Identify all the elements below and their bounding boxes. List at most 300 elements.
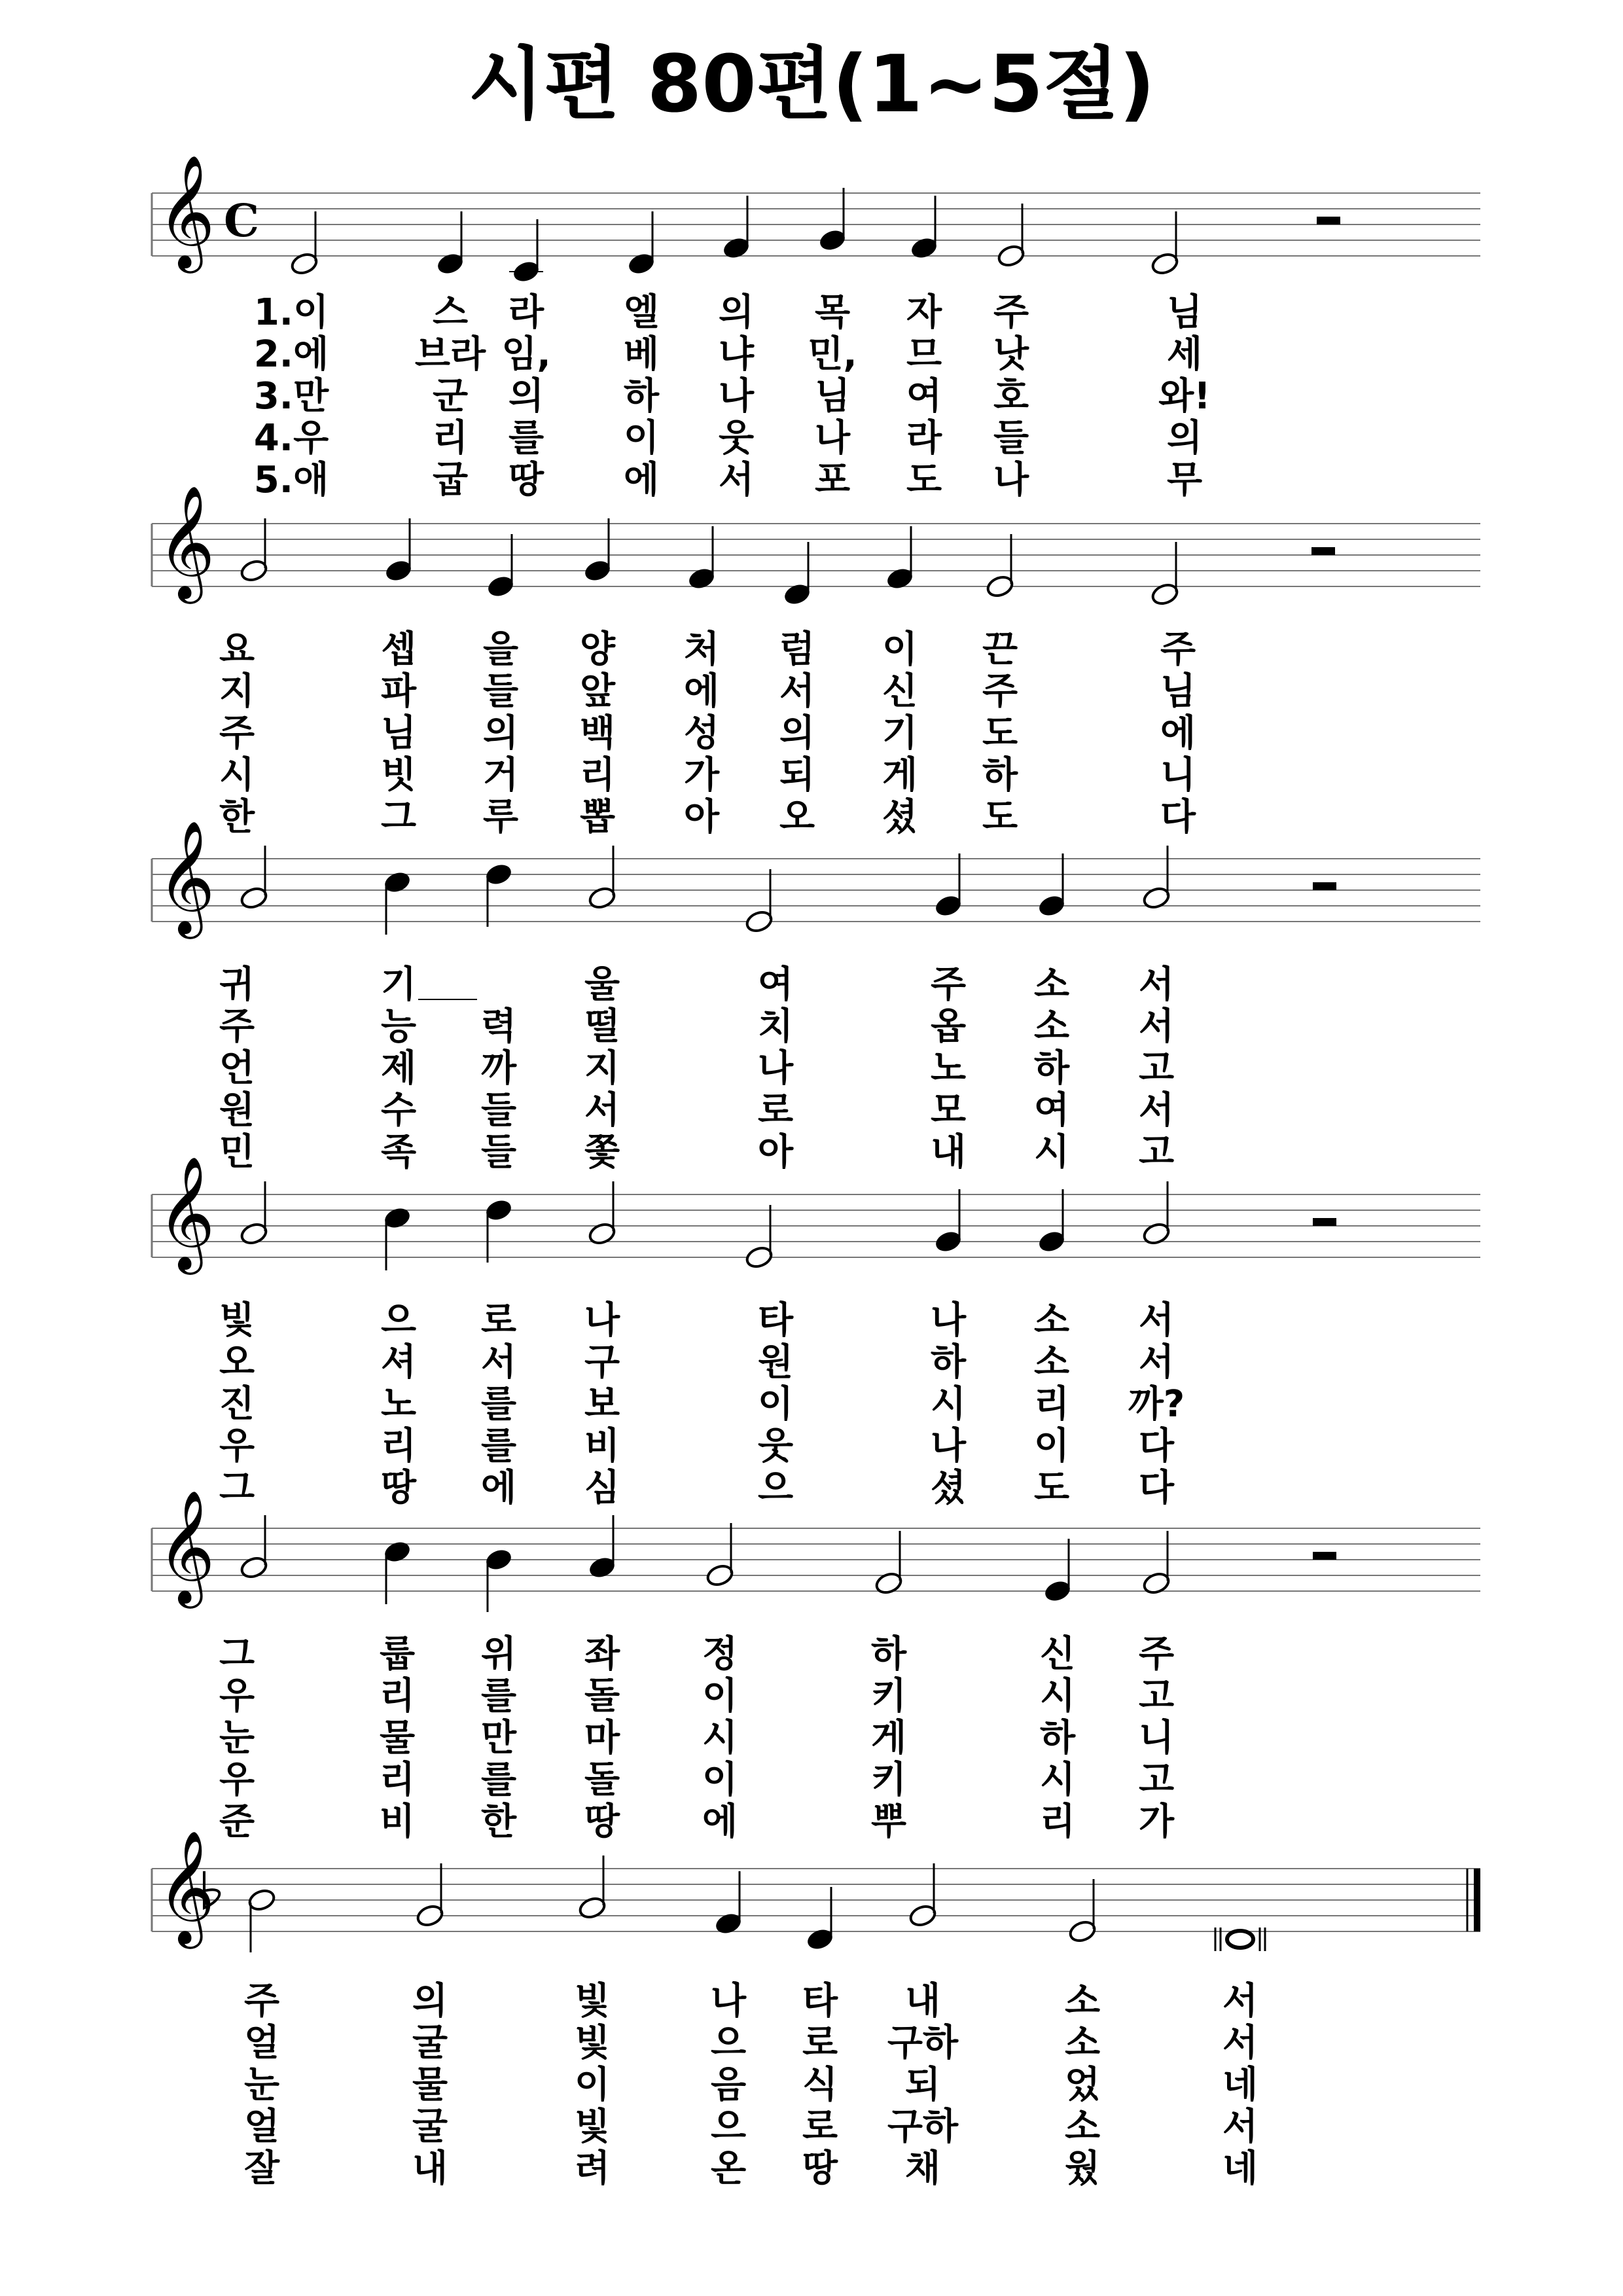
half-rest — [1313, 1218, 1336, 1226]
lyric-syllable: 소 — [1033, 1341, 1070, 1384]
lyric-syllable: 굴 — [412, 2106, 448, 2148]
lyric-syllable: 굴 — [412, 2022, 448, 2064]
lyric-syllable: 이 — [1033, 1425, 1070, 1467]
lyric-syllable: 여 — [1033, 1089, 1070, 1132]
note — [874, 1531, 904, 1596]
lyric-syllable: 민, — [808, 333, 857, 376]
note — [583, 518, 613, 583]
lyric-syllable: 처 — [683, 628, 720, 671]
lyric-syllable: 을 — [482, 628, 519, 671]
lyric-syllable: 빛 — [574, 2106, 611, 2148]
lyric-syllable: 게 — [882, 754, 918, 797]
lyric-syllable: 리 — [1033, 1383, 1070, 1426]
lyric-syllable: 니 — [1160, 754, 1196, 797]
lyric-syllable: 서 — [1222, 2106, 1258, 2148]
lyric-syllable: 좌 — [584, 1633, 620, 1676]
lyric-syllable: 를 — [480, 1759, 517, 1801]
lyric-syllable: 가 — [1138, 1801, 1175, 1843]
lyric-syllable: 구하 — [887, 2106, 959, 2148]
lyric-syllable: 낫 — [993, 333, 1029, 376]
lyric-syllable: 서 — [718, 459, 755, 501]
lyric-syllable: 으 — [380, 1299, 417, 1342]
lyric-syllable: 나 — [718, 375, 755, 418]
lyric-syllable: 굽 — [432, 459, 469, 501]
note — [486, 534, 516, 599]
note — [934, 853, 963, 918]
lyric-syllable: 려 — [574, 2147, 611, 2190]
lyric-syllable: 에 — [1160, 712, 1196, 755]
note — [722, 196, 751, 260]
lyric-syllable: 돌 — [584, 1675, 620, 1717]
lyric-syllable: 으 — [710, 2106, 747, 2148]
lyric-syllable: 님 — [814, 375, 851, 418]
note — [818, 188, 847, 253]
lyric-syllable: 4.우 — [253, 417, 329, 459]
lyric-syllable: 리 — [1039, 1801, 1076, 1843]
lyric-syllable: 주 — [1160, 628, 1196, 671]
lyric-syllable: 눈 — [243, 2064, 280, 2106]
treble-clef-icon: 𝄞 — [157, 820, 215, 935]
lyric-syllable: 엘 — [623, 291, 660, 334]
lyric-syllable: 나 — [757, 1047, 794, 1090]
lyric-syllable: 땅 — [508, 459, 544, 501]
time-signature: C — [224, 195, 260, 247]
lyric-syllable: 에 — [623, 459, 660, 501]
lyric-syllable: 거 — [482, 754, 519, 797]
lyric-syllable: 목 — [814, 291, 851, 334]
lyric-syllable: 눈 — [219, 1717, 255, 1759]
lyric-syllable: 이 — [623, 417, 660, 459]
lyric-syllable: 님 — [380, 712, 417, 755]
note — [745, 869, 774, 934]
note — [383, 1206, 412, 1270]
lyric-syllable: 하 — [623, 375, 660, 418]
lyric-syllable: 게 — [870, 1717, 907, 1759]
note — [687, 526, 717, 591]
lyric-syllable: 다 — [1160, 796, 1196, 838]
lyric-syllable: 냐 — [718, 333, 755, 376]
lyric-syllable: 이 — [702, 1675, 738, 1717]
lyric-syllable: 빛 — [219, 1299, 255, 1342]
lyric-syllable: 님 — [1166, 291, 1203, 334]
note — [997, 204, 1026, 268]
lyric-syllable: 로 — [757, 1089, 794, 1132]
lyric-syllable: 그 — [219, 1633, 255, 1676]
staff-system — [152, 485, 1480, 838]
lyric-syllable: 이 — [574, 2064, 611, 2106]
note — [247, 1888, 277, 1952]
note — [484, 862, 514, 927]
lyric-syllable: 족 — [380, 1131, 417, 1174]
lyric-syllable: 네 — [1222, 2064, 1258, 2106]
lyric-syllable: 서 — [1138, 1089, 1175, 1132]
lyric-syllable: 돌 — [584, 1759, 620, 1801]
lyric-syllable: 나 — [930, 1425, 967, 1467]
lyric-syllable: 웃 — [718, 417, 755, 459]
note — [240, 518, 269, 583]
note — [383, 1539, 412, 1604]
lyric-syllable: 채 — [904, 2147, 941, 2190]
lyric-syllable: 고 — [1138, 1047, 1175, 1090]
lyric-syllable: 룹 — [379, 1633, 416, 1676]
lyric-syllable: 까? — [1128, 1383, 1185, 1426]
lyric-syllable: 땅 — [380, 1467, 417, 1509]
lyric-syllable: 하 — [870, 1633, 907, 1676]
lyric-syllable: 뿌 — [870, 1801, 907, 1843]
lyric-syllable: 정 — [702, 1633, 738, 1676]
lyric-syllable: 셨 — [882, 796, 918, 838]
lyric-syllable: 구하 — [887, 2022, 959, 2064]
lyric-syllable: 소 — [1064, 1980, 1101, 2022]
lyric-syllable: 2.에 — [253, 333, 329, 376]
lyric-syllable: 귀 — [219, 963, 255, 1006]
lyric-syllable: 앞 — [579, 670, 616, 713]
note — [240, 1181, 269, 1246]
lyric-syllable: 능 — [380, 1005, 417, 1048]
lyric-syllable: 떨 — [584, 1005, 620, 1048]
lyric-syllable: 들 — [480, 1131, 517, 1174]
lyric-syllable: 시 — [702, 1717, 738, 1759]
lyric-syllable: 리 — [379, 1675, 416, 1717]
lyric-syllable: 브라 — [414, 333, 486, 376]
lyric-syllable: 호 — [993, 375, 1029, 418]
lyric-syllable: 백 — [579, 712, 616, 755]
note — [627, 211, 656, 276]
lyric-syllable: 땅 — [584, 1801, 620, 1843]
note — [578, 1856, 607, 1920]
lyric-syllable: 까 — [480, 1047, 517, 1090]
note — [484, 1198, 514, 1263]
note — [240, 846, 269, 910]
lyric-syllable: 노 — [930, 1047, 967, 1090]
note — [1150, 542, 1180, 607]
treble-clef-icon: 𝄞 — [157, 485, 215, 600]
lyric-syllable: 에 — [683, 670, 720, 713]
lyric-syllable: 한 — [480, 1801, 517, 1843]
note — [588, 1181, 617, 1246]
lyric-syllable: 소 — [1033, 1299, 1070, 1342]
lyric-syllable: 신 — [1039, 1633, 1076, 1676]
lyric-syllable: 얼 — [243, 2022, 280, 2064]
lyric-syllable: 서 — [1138, 963, 1175, 1006]
lyric-syllable: 으 — [710, 2022, 747, 2064]
lyric-syllable: 셨 — [930, 1467, 967, 1509]
lyric-syllable: 잘 — [243, 2147, 280, 2190]
lyric-syllable: 빗 — [380, 754, 417, 797]
half-rest — [1311, 547, 1335, 555]
lyric-syllable: 세 — [1166, 333, 1203, 376]
lyric-syllable: 소 — [1064, 2106, 1101, 2148]
lyric-syllable: 요 — [219, 628, 255, 671]
lyric-syllable: 물 — [412, 2064, 448, 2106]
note — [910, 196, 939, 260]
note — [1150, 211, 1180, 276]
lyric-syllable: 나 — [930, 1299, 967, 1342]
lyric-syllable: 들 — [482, 670, 519, 713]
lyric-syllable: 주 — [982, 670, 1018, 713]
lyric-syllable: 으 — [757, 1467, 794, 1509]
lyric-syllable: 하 — [930, 1341, 967, 1384]
lyric-syllable: 나 — [993, 459, 1029, 501]
lyric-syllable: 를 — [480, 1383, 517, 1426]
lyric-syllable: 서 — [1222, 2022, 1258, 2064]
lyric-syllable: 아 — [757, 1131, 794, 1174]
note — [745, 1205, 774, 1270]
lyric-syllable: 리 — [432, 417, 469, 459]
lyric-syllable: 서 — [779, 670, 815, 713]
lyric-syllable: 기 — [380, 963, 417, 1006]
lyric-syllable: 한 — [219, 796, 255, 838]
lyric-syllable: 나 — [710, 1980, 747, 2022]
lyric-syllable: 치 — [757, 1005, 794, 1048]
lyric-syllable: 오 — [219, 1341, 255, 1384]
lyric-syllable: 의 — [412, 1980, 448, 2022]
treble-clef-icon: 𝄞 — [157, 1490, 215, 1604]
lyric-syllable: 3.만 — [253, 375, 329, 418]
lyric-syllable: 언 — [219, 1047, 255, 1090]
lyric-syllable: 보 — [584, 1383, 620, 1426]
lyric-syllable: 성 — [683, 712, 720, 755]
note — [588, 846, 617, 910]
lyric-syllable: 지 — [219, 670, 255, 713]
note — [1043, 1539, 1073, 1604]
lyric-syllable: 자 — [906, 291, 942, 334]
lyric-syllable: 민 — [219, 1131, 255, 1174]
lyric-syllable: 소 — [1033, 963, 1070, 1006]
note — [1142, 1181, 1171, 1246]
lyric-syllable: 고 — [1138, 1759, 1175, 1801]
lyric-syllable: 만 — [480, 1717, 517, 1759]
lyric-syllable: 수 — [380, 1089, 417, 1132]
lyric-syllable: 소 — [1064, 2022, 1101, 2064]
note — [1068, 1879, 1097, 1944]
lyric-syllable: 아 — [683, 796, 720, 838]
note — [484, 1547, 514, 1612]
lyric-syllable: 나 — [584, 1299, 620, 1342]
note — [416, 1863, 445, 1928]
note — [383, 870, 412, 935]
lyric-syllable: 쫓 — [584, 1131, 620, 1174]
lyric-syllable: 로 — [480, 1299, 517, 1342]
lyric-syllable: 님 — [1160, 670, 1196, 713]
lyric-syllable: 여 — [906, 375, 942, 418]
lyric-syllable: 고 — [1138, 1131, 1175, 1174]
note — [384, 518, 414, 583]
note — [240, 1515, 269, 1580]
lyric-syllable: 라 — [906, 417, 942, 459]
lyric-syllable: 니 — [1138, 1717, 1175, 1759]
lyric-syllable: 들 — [480, 1089, 517, 1132]
lyric-syllable: 원 — [219, 1089, 255, 1132]
lyric-syllable: 셔 — [380, 1341, 417, 1384]
lyric-syllable: 키 — [870, 1675, 907, 1717]
lyric-syllable: 하 — [1039, 1717, 1076, 1759]
lyric-syllable: 파 — [380, 670, 417, 713]
lyric-syllable: 시 — [1039, 1675, 1076, 1717]
lyric-syllable: 심 — [584, 1467, 620, 1509]
lyric-syllable: 라 — [508, 291, 544, 334]
lyric-syllable: 가 — [683, 754, 720, 797]
lyric-syllable: 소 — [1033, 1005, 1070, 1048]
note — [1142, 1531, 1171, 1596]
lyric-syllable: 땅 — [802, 2147, 838, 2190]
lyric-syllable: 하 — [982, 754, 1018, 797]
lyric-syllable: 뽑 — [579, 796, 616, 838]
lyric-syllable: 었 — [1064, 2064, 1101, 2106]
lyric-syllable: 의 — [1166, 417, 1203, 459]
note — [705, 1523, 735, 1588]
lyric-syllable: 물 — [379, 1717, 416, 1759]
lyric-syllable: 셉 — [380, 628, 417, 671]
lyric-syllable: 내 — [904, 1980, 941, 2022]
lyric-syllable: 지 — [584, 1047, 620, 1090]
note — [908, 1863, 938, 1928]
lyric-syllable: 로 — [802, 2106, 838, 2148]
lyric-syllable: 1.이 — [253, 291, 329, 334]
lyric-syllable: 내 — [412, 2147, 448, 2190]
treble-clef-icon: 𝄞 — [157, 1830, 215, 1945]
lyric-syllable: 이 — [757, 1383, 794, 1426]
lyric-syllable: 도 — [982, 796, 1018, 838]
lyric-syllable: 베 — [623, 333, 660, 376]
half-rest — [1317, 217, 1340, 224]
note — [783, 542, 812, 607]
half-rest — [1313, 882, 1336, 890]
lyric-syllable: 서 — [584, 1089, 620, 1132]
staff-system — [152, 1490, 1480, 1843]
note — [986, 534, 1015, 599]
lyric-syllable: 임, — [501, 333, 551, 376]
lyric-syllable: 시 — [1039, 1759, 1076, 1801]
lyric-syllable: 여 — [757, 963, 794, 1006]
lyric-syllable: 위 — [480, 1633, 517, 1676]
lyric-syllable: 리 — [579, 754, 616, 797]
lyric-syllable: 나 — [814, 417, 851, 459]
lyric-syllable: 리 — [380, 1425, 417, 1467]
lyric-syllable: 서 — [1138, 1341, 1175, 1384]
treble-clef-icon: 𝄞 — [157, 154, 215, 269]
lyric-syllable: 를 — [480, 1425, 517, 1467]
lyric-syllable: 도 — [982, 712, 1018, 755]
note — [290, 211, 319, 276]
lyric-syllable: 므 — [906, 333, 942, 376]
note — [1037, 1189, 1067, 1254]
lyric-syllable: 네 — [1222, 2147, 1258, 2190]
lyric-syllable: 시 — [219, 754, 255, 797]
lyric-syllable: 오 — [779, 796, 815, 838]
lyric-syllable: 진 — [219, 1383, 255, 1426]
lyric-syllable: 주 — [243, 1980, 280, 2022]
lyric-syllable: 구 — [584, 1341, 620, 1384]
lyric-syllable: 주 — [993, 291, 1029, 334]
lyric-syllable: 시 — [1033, 1131, 1070, 1174]
note — [714, 1871, 743, 1936]
lyric-syllable: 키 — [870, 1759, 907, 1801]
notehead — [1227, 1931, 1253, 1948]
lyric-syllable: 주 — [930, 963, 967, 1006]
note — [436, 211, 465, 276]
lyric-syllable: 럼 — [779, 628, 815, 671]
staff-system — [152, 1830, 1480, 2190]
lyric-syllable: 신 — [882, 670, 918, 713]
lyric-syllable: 하 — [1033, 1047, 1070, 1090]
lyric-syllable: 력 — [480, 1005, 517, 1048]
lyric-syllable: 다 — [1138, 1425, 1175, 1467]
lyric-syllable: 마 — [584, 1717, 620, 1759]
lyric-syllable: 타 — [757, 1299, 794, 1342]
lyric-syllable: 에 — [702, 1801, 738, 1843]
note — [885, 526, 915, 591]
lyric-syllable: 다 — [1138, 1467, 1175, 1509]
lyric-syllable: 의 — [779, 712, 815, 755]
lyric-syllable: 비 — [584, 1425, 620, 1467]
lyric-syllable: 되 — [779, 754, 815, 797]
lyric-syllable: 모 — [930, 1089, 967, 1132]
lyric-syllable: 5.애 — [253, 459, 329, 501]
lyric-syllable: 그 — [219, 1467, 255, 1509]
lyric-syllable: 로 — [802, 2022, 838, 2064]
lyric-syllable: 우 — [219, 1675, 255, 1717]
lyric-syllable: 제 — [380, 1047, 417, 1090]
lyric-syllable: 의 — [508, 375, 544, 418]
lyric-syllable: 의 — [482, 712, 519, 755]
lyric-syllable: 비 — [379, 1801, 416, 1843]
lyric-syllable: 식 — [802, 2064, 838, 2106]
lyric-syllable: 원 — [757, 1341, 794, 1384]
lyric-syllable: 주 — [1138, 1633, 1175, 1676]
lyric-syllable: 그 — [380, 796, 417, 838]
lyric-syllable: 우 — [219, 1759, 255, 1801]
lyric-syllable: 주 — [219, 1005, 255, 1048]
lyric-syllable: 울 — [584, 963, 620, 1006]
lyric-syllable: 음 — [710, 2064, 747, 2106]
lyric-syllable: 고 — [1138, 1675, 1175, 1717]
lyric-syllable: 빛 — [574, 2022, 611, 2064]
lyric-syllable: 이 — [882, 628, 918, 671]
lyric-syllable: 준 — [219, 1801, 255, 1843]
lyric-syllable: 서 — [1222, 1980, 1258, 2022]
lyric-syllable: 리 — [379, 1759, 416, 1801]
note — [1037, 853, 1067, 918]
lyric-syllable: 온 — [710, 2147, 747, 2190]
note — [588, 1515, 617, 1580]
lyric-syllable: 포 — [814, 459, 851, 501]
staff-system — [152, 154, 1480, 501]
lyric-syllable: 와! — [1158, 375, 1211, 418]
lyric-syllable: 의 — [718, 291, 755, 334]
lyric-syllable: 스 — [432, 291, 469, 334]
lyric-syllable: 서 — [480, 1341, 517, 1384]
lyric-syllable: 서 — [1138, 1005, 1175, 1048]
note — [509, 219, 543, 284]
note — [806, 1887, 835, 1952]
lyric-syllable: 되 — [904, 2064, 941, 2106]
staff-system — [152, 1156, 1480, 1509]
lyric-syllable: 도 — [906, 459, 942, 501]
half-rest — [1313, 1552, 1336, 1560]
note — [1142, 846, 1171, 910]
staff-system — [152, 820, 1480, 1174]
lyric-syllable: 군 — [432, 375, 469, 418]
lyric-syllable: 를 — [480, 1675, 517, 1717]
lyric-syllable: 양 — [579, 628, 616, 671]
lyric-syllable: 도 — [1033, 1467, 1070, 1509]
treble-clef-icon: 𝄞 — [157, 1156, 215, 1270]
lyric-syllable: 들 — [993, 417, 1029, 459]
lyric-syllable: 기 — [882, 712, 918, 755]
lyric-syllable: 빛 — [574, 1980, 611, 2022]
lyric-syllable: 시 — [930, 1383, 967, 1426]
